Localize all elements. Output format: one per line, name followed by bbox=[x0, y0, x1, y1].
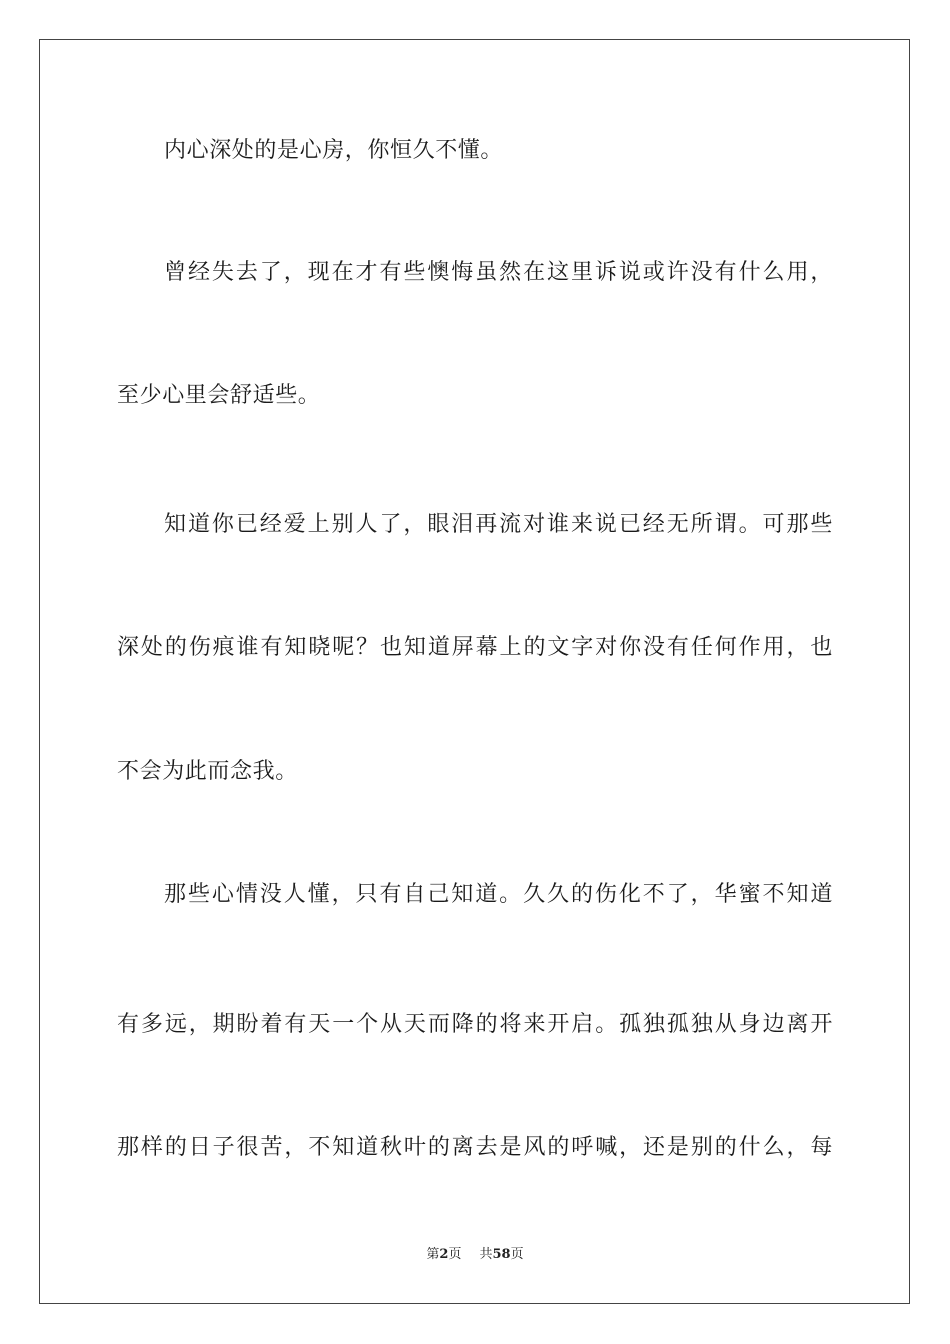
total-prefix: 共 bbox=[479, 1247, 493, 1262]
page-number: 2 bbox=[439, 1247, 449, 1262]
total-pages: 58 bbox=[492, 1247, 511, 1262]
page-border bbox=[39, 39, 910, 1304]
paragraph-line: 内心深处的是心房，你恒久不懂。 bbox=[164, 138, 504, 163]
paragraph-line: 至少心里会舒适些。 bbox=[117, 383, 321, 408]
page-prefix: 第 bbox=[426, 1247, 440, 1262]
paragraph-line: 那样的日子很苦，不知道秋叶的离去是风的呼喊，还是别的什么，每 bbox=[117, 1135, 833, 1160]
paragraph-line: 深处的伤痕谁有知晓呢？也知道屏幕上的文字对你没有任何作用，也 bbox=[117, 635, 833, 660]
page-suffix: 页 bbox=[448, 1247, 462, 1262]
total-suffix: 页 bbox=[510, 1247, 524, 1262]
paragraph-line: 那些心情没人懂，只有自己知道。久久的伤化不了，华蜜不知道 bbox=[164, 882, 833, 907]
paragraph-line: 不会为此而念我。 bbox=[117, 759, 298, 784]
paragraph-line: 知道你已经爱上别人了，眼泪再流对谁来说已经无所谓。可那些 bbox=[164, 512, 833, 537]
paragraph-line: 曾经失去了，现在才有些懊悔虽然在这里诉说或许没有什么用， bbox=[164, 260, 833, 285]
page-footer bbox=[0, 1246, 950, 1264]
paragraph-line: 有多远，期盼着有天一个从天而降的将来开启。孤独孤独从身边离开 bbox=[117, 1012, 833, 1037]
